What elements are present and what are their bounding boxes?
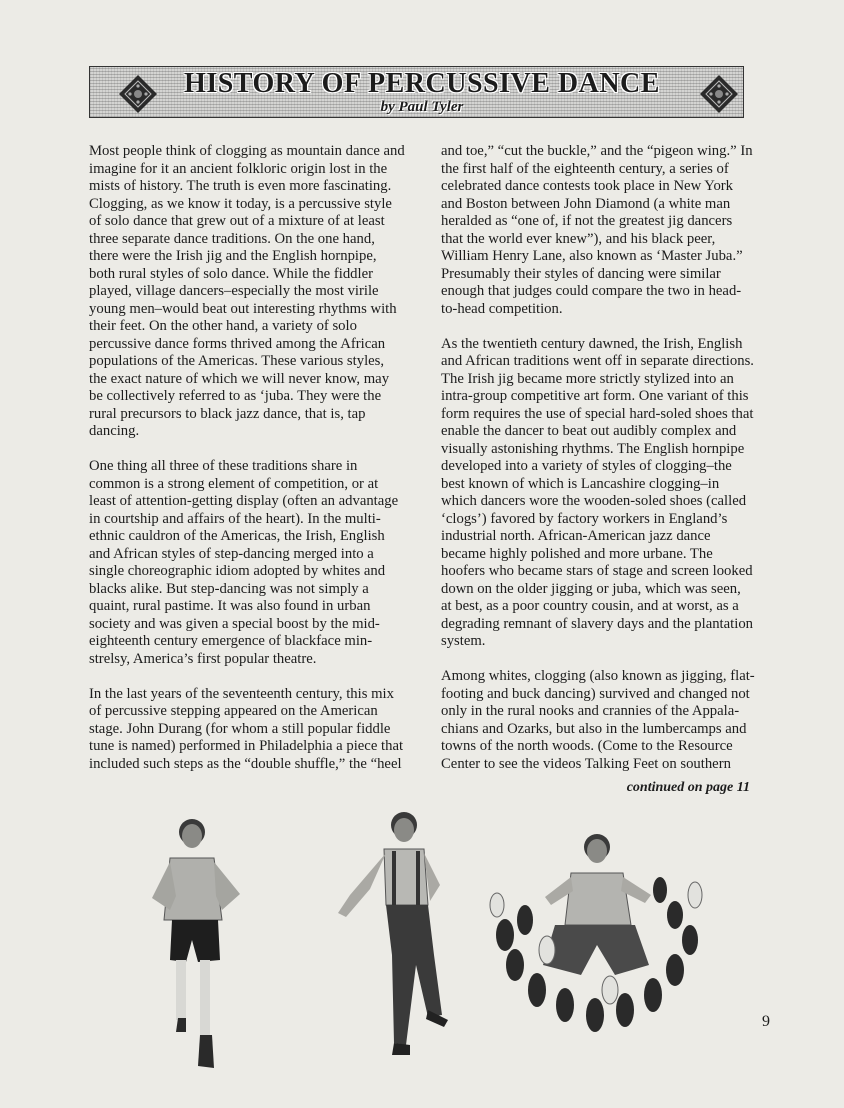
seated-dancer-with-shoes-photo xyxy=(485,825,715,1050)
right-column xyxy=(441,143,777,791)
paragraph: and toe,” “cut the buckle,” and the “pigeon wing.” In the first half of the eighteenth century, a series of celebrated dance contests took place in New York and Boston between John Diamond (a white man heralded as “one of, if not the greatest jig dancers that the world ever knew”), and his black peer, William Henry Lane, also known as ‘Master Juba.” Presumably their styles of dancing were similar enough that judges could compare the two in head- to-head competition. xyxy=(441,143,753,317)
diamond-ornament-icon xyxy=(699,74,739,114)
left-column xyxy=(89,143,419,791)
article-byline: by Paul Tyler xyxy=(380,99,464,115)
page-number: 9 xyxy=(762,1013,770,1030)
paragraph: In the last years of the seventeenth century, this mix of percussive stepping appeared on the American stage. John Durang (for whom a still popular fiddle tune is named) performed in Philadelphia a piece that included such steps as the “double shuffle,” the “heel xyxy=(89,685,404,772)
paragraph: Among whites, clogging (also known as jigging, flat- footing and buck dancing) survived and changed not only in the rural nooks and crannies of the Appala- chians and Ozarks, but also in the lumbercamps and towns of the north woods. (Come to the Resource Center to see the videos Talking Feet on southern xyxy=(441,668,755,772)
continued-note: continued on page 11 xyxy=(626,780,750,795)
dancer-photo-2 xyxy=(330,805,460,1065)
dancer-photo-1 xyxy=(140,810,260,1080)
diamond-ornament-icon xyxy=(118,74,158,114)
paragraph: One thing all three of these traditions share in common is a strong element of competition, or at least of attention-getting display (often an advantage in courtship and affairs of the heart). In the multi- ethnic cauldron of the Americas, the Irish, English and African styles of step-dancing merged into a single choreographic idiom adopted by whites and blacks alike. But step-dancing was not simply a quaint, rural pastime. It was also found in urban society and was given a special boost by the mid- eighteenth century emergence of blackface min- strelsy, America’s first popular theatre. xyxy=(89,458,399,667)
paragraph: Most people think of clogging as mountain dance and imagine for it an ancient folkloric origin lost in the mists of history. The truth is even more fascinating. Clogging, as we know it today, is a percussive style of solo dance that grew out of a mixture of at least three separate dance traditions. On the one hand, there were the Irish jig and the English hornpipe, both rural styles of solo dance. While the fiddler played, village dancers–especially the most virile young men–would beat out interesting rhythms with their feet. On the other hand, a variety of solo percussive dance forms thrived among the African populations of the Americas. These various styles, the exact nature of which we will never know, may be collectively referred to as ‘juba. They were the rural precursors to black jazz dance, that is, tap dancing. xyxy=(89,143,405,439)
paragraph: As the twentieth century dawned, the Irish, English and African traditions went off in separate directions. The Irish jig became more strictly stylized into an intra-group competitive art form. One variant of this form requires the use of special hard-soled shoes that enable the dancer to beat out audibly complex and visually astonishing rhythms. The English hornpipe developed into a variety of styles of clogging–the best known of which is Lancashire clogging–in which dancers wore the wooden-soled shoes (called ‘clogs’) favored by factory workers in England’s industrial north. African-American jazz dance became highly polished and more urbane. The hoofers who became stars of stage and screen looked down on the older jigging or juba, which was seen, at best, as a poor country cousin, and at worst, as a degrading remnant of slavery days and the plantation system. xyxy=(441,335,754,649)
article-title: HISTORY OF PERCUSSIVE DANCE xyxy=(184,68,660,99)
